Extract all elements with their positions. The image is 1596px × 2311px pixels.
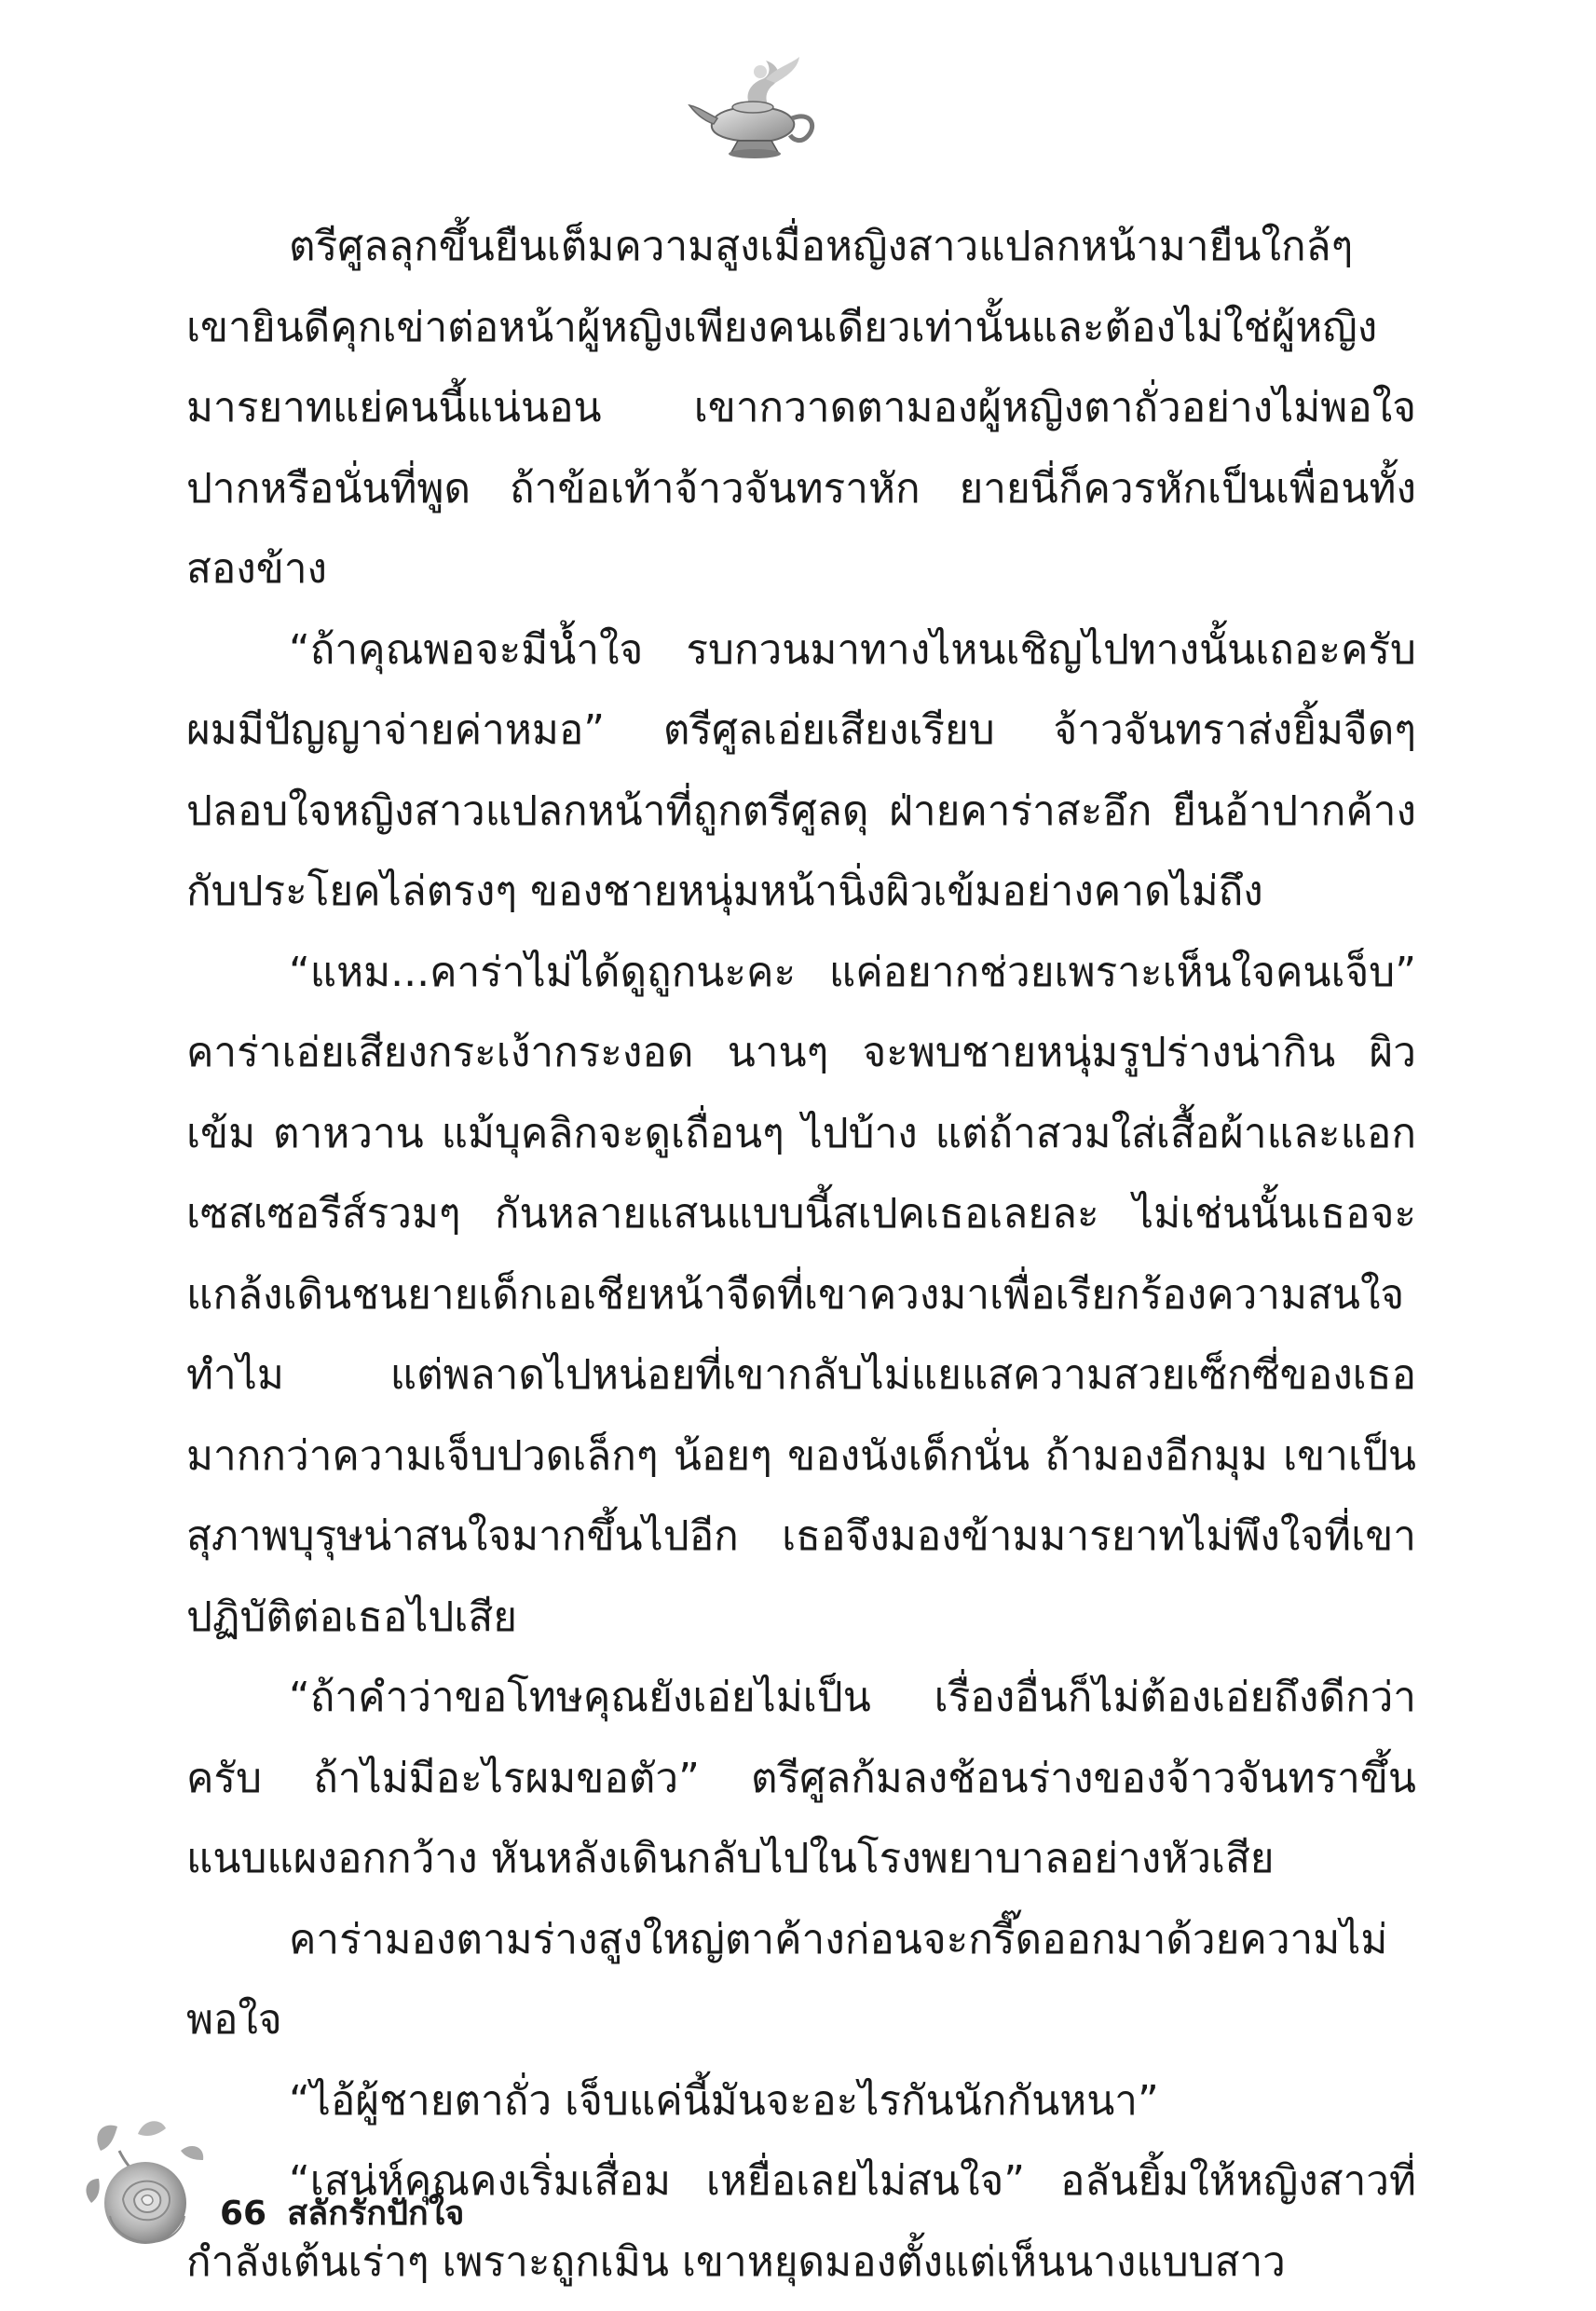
paragraph-3: “แหม...คาร่าไม่ได้ดูถูกนะคะ แค่อยากช่วยเพราะเห็นใจคนเจ็บ” คาร่าเอ่ยเสียงกระเง้ากระงอด นานๆ จะพบชายหนุ่มรูปร่างน่ากิน ผิวเข้ม ตาหวาน แม้บุคลิกจะดูเถื่อนๆ ไปบ้าง แต่ถ้าสวมใส่เสื้อผ้าและแอกเซสเซอรีส์รวมๆ กันหลายแสนแบบนี้สเปคเธอเลยละ ไม่เช่นนั้นเธอจะแกล้งเดินชนยายเด็กเอเชียหน้าจืดที่เขาควงมาเพื่อเรียกร้องความสนใจทำไม แต่พลาดไปหน่อยที่เขากลับไม่แยแสความสวยเซ็กซี่ของเธอมากกว่าความเจ็บปวดเล็กๆ น้อยๆ ของนังเด็กนั่น ถ้ามองอีกมุม เขาเป็นสุภาพบุรุษน่าสนใจมากขึ้นไปอีก เธอจึงมองข้ามมารยาทไม่พึงใจที่เขาปฏิบัติต่อเธอไปเสีย (186, 948, 1416, 1641)
footer-text (220, 2186, 484, 2239)
paragraph-4: “ถ้าคำว่าขอโทษคุณยังเอ่ยไม่เป็น เรื่องอื่นก็ไม่ต้องเอ่ยถึงดีกว่าครับ ถ้าไม่มีอะไรผมขอตัว” ตรีศูลก้มลงช้อนร่างของจ้าวจันทราขึ้นแนบแผงอกกว้าง หันหลังเดินกลับไปในโรงพยาบาลอย่างหัวเสีย (186, 1674, 1416, 1882)
book-title: สลักรักปักใจ (287, 2195, 465, 2233)
paragraph-1: ตรีศูลลุกขึ้นยืนเต็มความสูงเมื่อหญิงสาวแปลกหน้ามายืนใกล้ๆ เขายินดีคุกเข่าต่อหน้าผู้หญิงเพียงคนเดียวเท่านั้นและต้องไม่ใช่ผู้หญิงมารยาทแย่คนนี้แน่นอน เขากวาดตามองผู้หญิงตาถั่วอย่างไม่พอใจ ปากหรือนั่นที่พูด ถ้าข้อเท้าจ้าวจันทราหัก ยายนี่ก็ควรหักเป็นเพื่อนทั้งสองข้าง (186, 223, 1416, 593)
rose-icon (82, 2113, 212, 2253)
paragraph-6: “ไอ้ผู้ชายตาถั่ว เจ็บแค่นี้มันจะอะไรกันนักกันหนา” (289, 2076, 1159, 2125)
paragraph-2: “ถ้าคุณพอจะมีน้ำใจ รบกวนมาทางไหนเชิญไปทางนั้นเถอะครับ ผมมีปัญญาจ่ายค่าหมอ” ตรีศูลเอ่ยเสียงเรียบ จ้าวจันทราส่งยิ้มจืดๆ ปลอบใจหญิงสาวแปลกหน้าที่ถูกตรีศูลดุ ฝ่ายคาร่าสะอึก ยืนอ้าปากค้างกับประโยคไล่ตรงๆ ของชายหนุ่มหน้านิ่งผิวเข้มอย่างคาดไม่ถึง (186, 625, 1416, 915)
page-footer (82, 2113, 641, 2263)
header-ornament (686, 51, 825, 168)
paragraph-5: คาร่ามองตามร่างสูงใหญ่ตาค้างก่อนจะกรี๊ดออกมาด้วยความไม่พอใจ (186, 1915, 1388, 2044)
page-number: 66 (220, 2195, 267, 2233)
genie-lamp-icon (686, 51, 825, 168)
paragraph-7: “เสน่ห์คุณคงเริ่มเสื่อม เหยื่อเลยไม่สนใจ” อลันยิ้มให้หญิงสาวที่กำลังเต้นเร่าๆ เพราะถูกเมิน เขาหยุดมองตั้งแต่เห็นนางแบบสาว (186, 2157, 1416, 2286)
body-text (186, 207, 1416, 2303)
footer-ornament (82, 2113, 212, 2253)
